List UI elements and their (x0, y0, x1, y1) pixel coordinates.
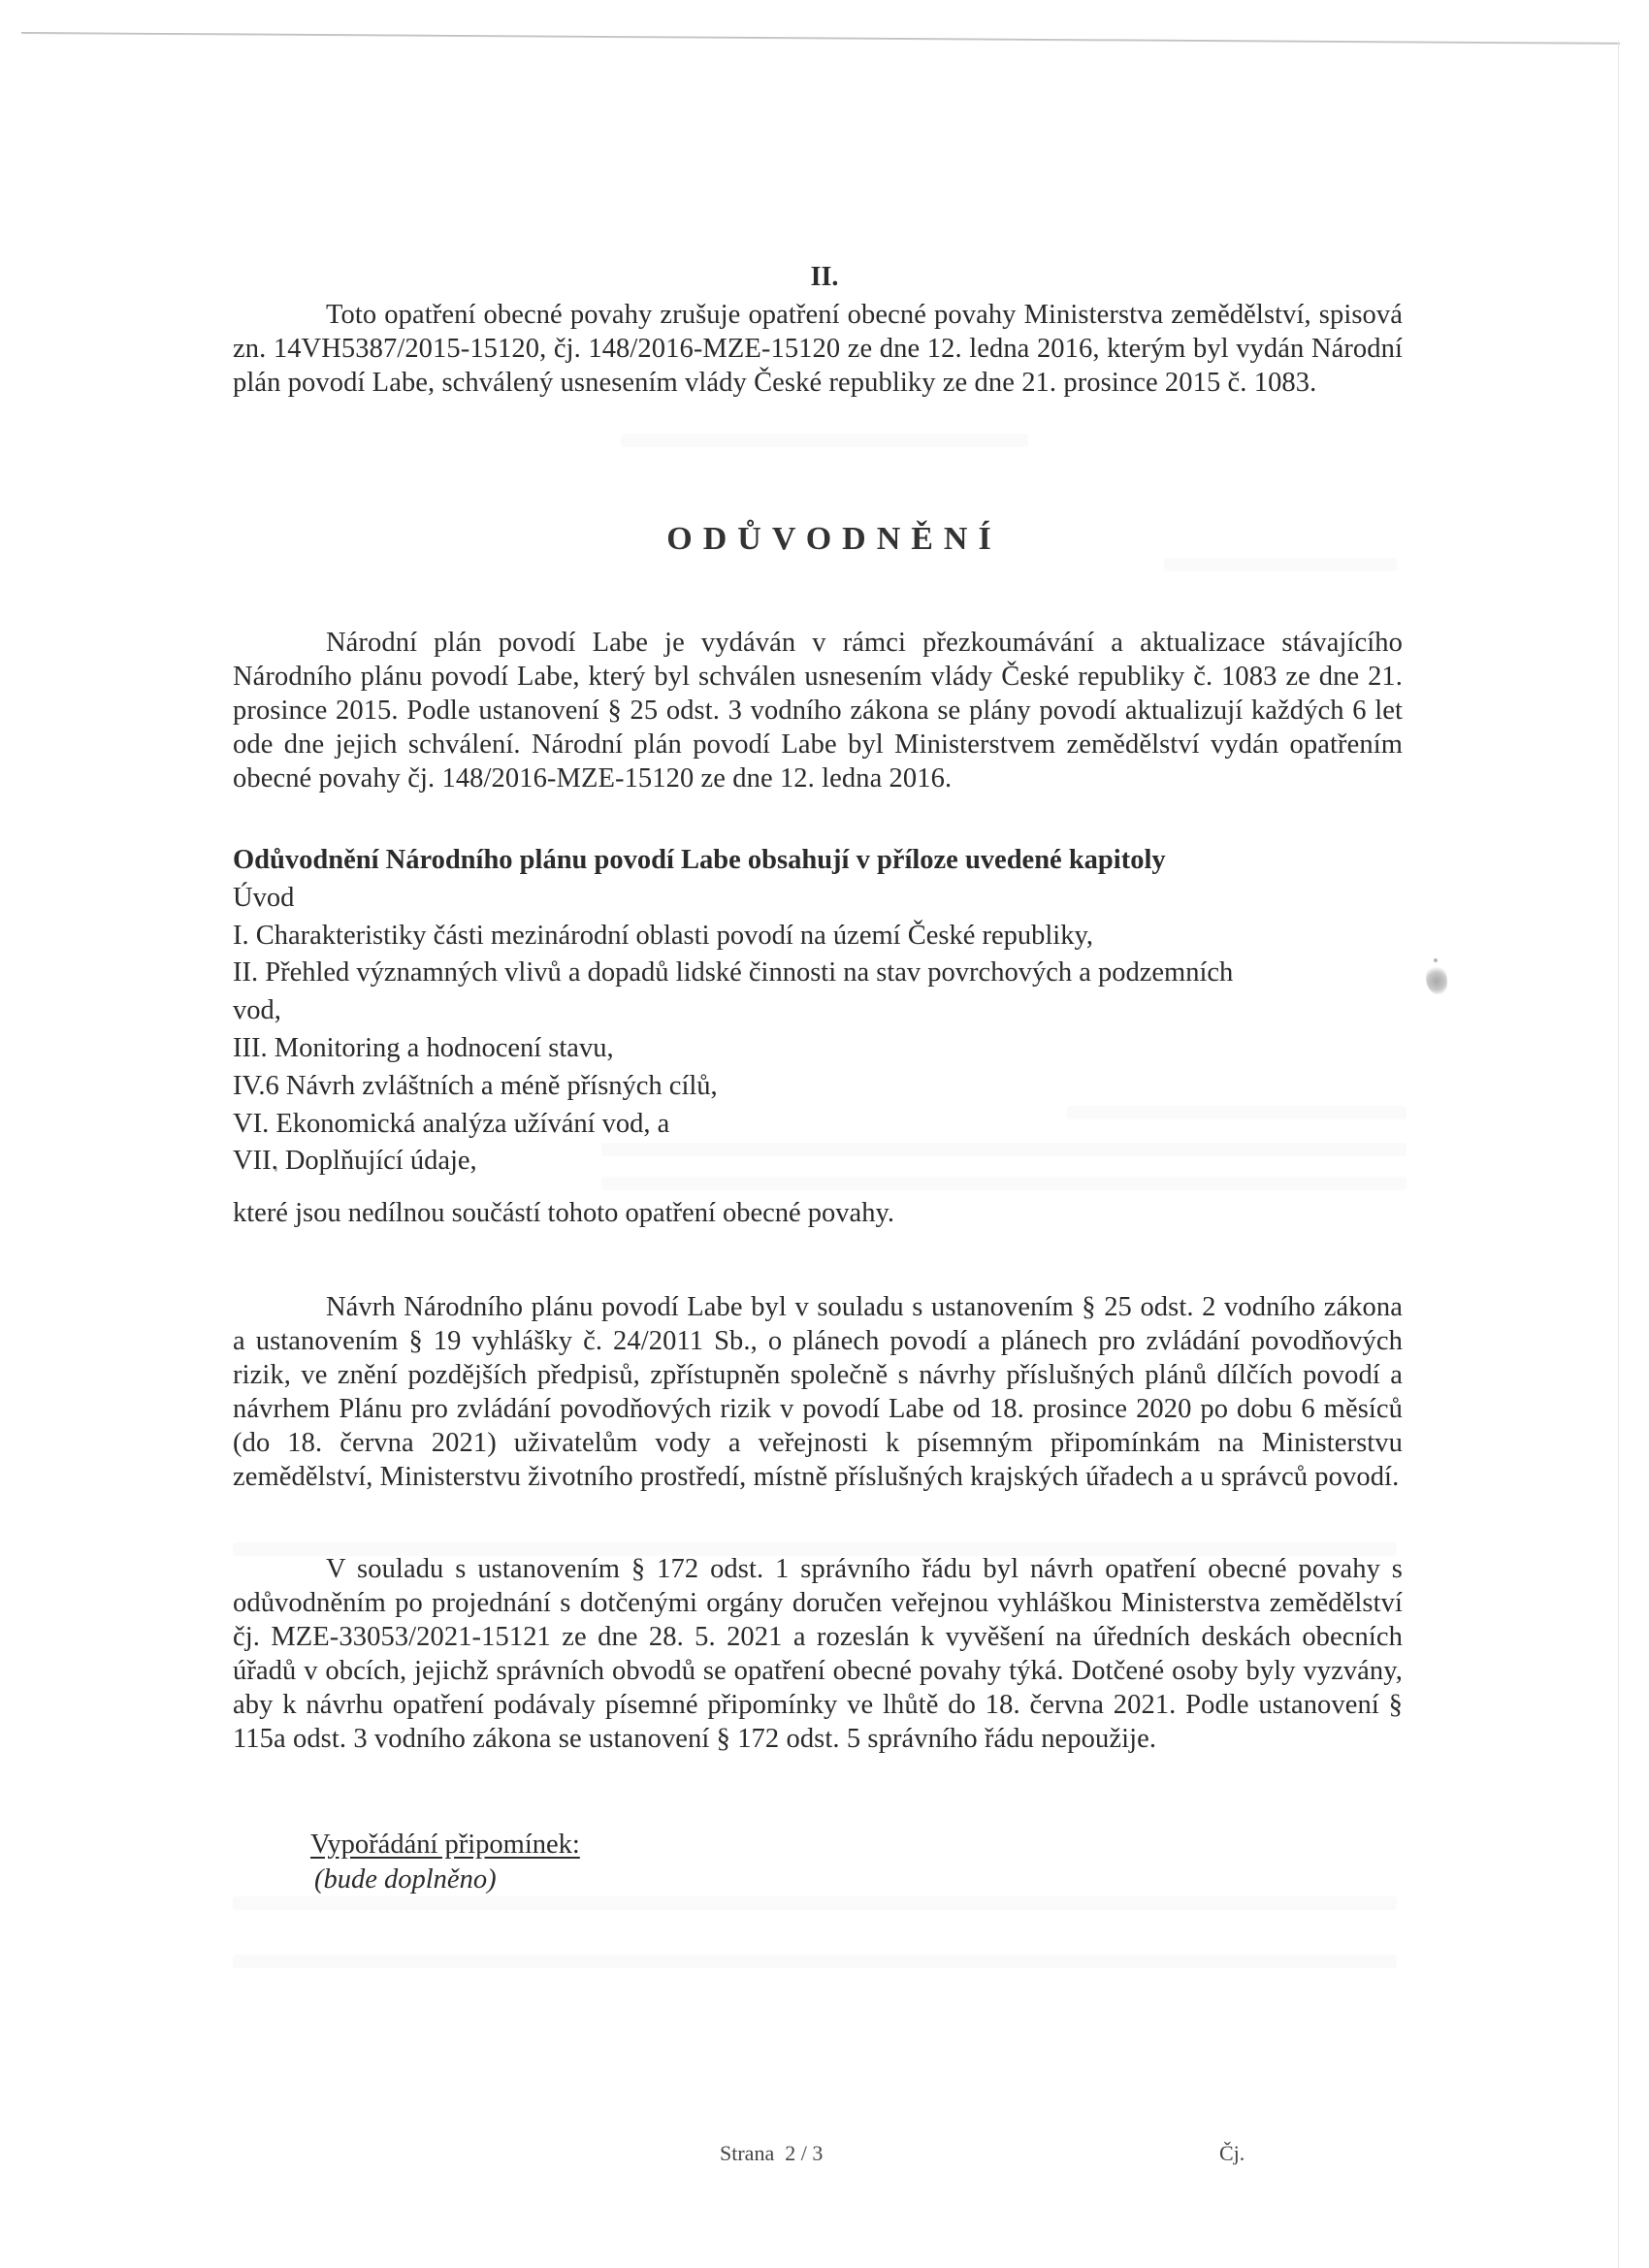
justification-paragraph-2: Návrh Národního plánu povodí Labe byl v souladu s ustanovením § 25 odst. 2 vodního zákona a ustanovením § 19 vyhlášky č. 24/2011 Sb., o plánech povodí a plánech pro zvládání povodňových rizik, ve znění pozdějších předpisů, zpřístupněn společně s návrhy příslušných plánů dílčích povodí a návrhem Plánu pro zvládání povodňových rizik v povodí Labe od 18. prosince 2020 po dobu 6 měsíců (do 18. června 2021) uživatelům vody a veřejnosti k písemným připomínkám na Ministerstvu zemědělství, Ministerstvu životního prostředí, místně příslušných krajských úřadech a u správců povodí. (233, 1292, 1403, 1492)
chapter-item: VII. Doplňující údaje, (233, 1146, 477, 1177)
comment-settlement-heading: Vypořádání připomínek: (310, 1830, 580, 1860)
comment-settlement-note: (bude doplněno) (314, 1864, 497, 1895)
chapter-item: II. Přehled významných vlivů a dopadů lidské činnosti na stav povrchových a podzemních (233, 957, 1234, 988)
page-number: Strana 2 / 3 (720, 2141, 824, 2165)
chapter-item: III. Monitoring a hodnocení stavu, (233, 1032, 614, 1063)
chapter-item: IV.6 Návrh zvláštních a méně přísných cílů, (233, 1070, 718, 1101)
chapter-item: Úvod (233, 882, 295, 913)
justification-paragraph-3: V souladu s ustanovením § 172 odst. 1 správního řádu byl návrh opatření obecné povahy s odůvodněním po projednání s dotčenými orgány doručen veřejnou vyhláškou Ministerstva zemědělství čj. MZE-33053/2021-15121 ze dne 28. 5. 2021 a rozeslán k vyvěšení na úředních deskách obecních úřadů v obcích, jejichž správních obvodů se opatření obecné povahy týká. Dotčené osoby byly vyzvány, aby k návrhu opatření podávaly písemné připomínky ve lhůtě do 18. června 2021. Podle ustanovení § 115a odst. 3 vodního zákona se ustanovení § 172 odst. 5 správního řádu nepoužije. (233, 1554, 1403, 1754)
chapter-list-heading: Odůvodnění Národního plánu povodí Labe obsahují v příloze uvedené kapitoly (233, 845, 1166, 875)
bleed-through-artifact (233, 1896, 1397, 1910)
bleed-through-artifact (1164, 558, 1397, 571)
chapter-item: VI. Ekonomická analýza užívání vod, a (233, 1108, 670, 1139)
justification-paragraph-1: Národní plán povodí Labe je vydáván v rámci přezkoumávání a aktualizace stávajícího Národního plánu povodí Labe, který byl schválen usnesením vlády České republiky č. 1083 ze dne 21. prosince 2015. Podle ustanovení § 25 odst. 3 vodního zákona se plány povodí aktualizují každých 6 let ode dne jejich schválení. Národní plán povodí Labe byl Ministerstvem zemědělství vydán opatřením obecné povahy čj. 148/2016-MZE-15120 ze dne 12. ledna 2016. (233, 628, 1403, 794)
chapter-list-closing: které jsou nedílnou součástí tohoto opatření obecné povahy. (233, 1198, 894, 1228)
chapter-item: I. Charakteristiky části mezinárodní oblasti povodí na území České republiky, (233, 920, 1093, 951)
bleed-through-artifact (233, 1955, 1397, 1968)
repeal-paragraph: Toto opatření obecné povahy zrušuje opatření obecné povahy Ministerstva zemědělství, spisová zn. 14VH5387/2015-15120, čj. 148/2016-MZE-15120 ze dne 12. ledna 2016, kterým byl vydán Národní plán povodí Labe, schválený usnesením vlády České republiky ze dne 21. prosince 2015 č. 1083. (233, 300, 1403, 398)
scan-page-edge-top (21, 32, 1620, 45)
scan-page-edge-right (1618, 41, 1619, 2268)
ink-smudge (1426, 965, 1447, 994)
chapter-list (233, 842, 1403, 1181)
comment-settlement-section (310, 1828, 580, 1897)
bleed-through-artifact (621, 434, 1028, 447)
chapter-item: vod, (233, 995, 281, 1026)
justification-heading: ODŮVODNĚNÍ (666, 521, 1002, 557)
reference-number-label: Čj. (1219, 2141, 1245, 2165)
ink-smudge-dot (1434, 958, 1438, 962)
section-number-heading: II. (810, 262, 839, 292)
